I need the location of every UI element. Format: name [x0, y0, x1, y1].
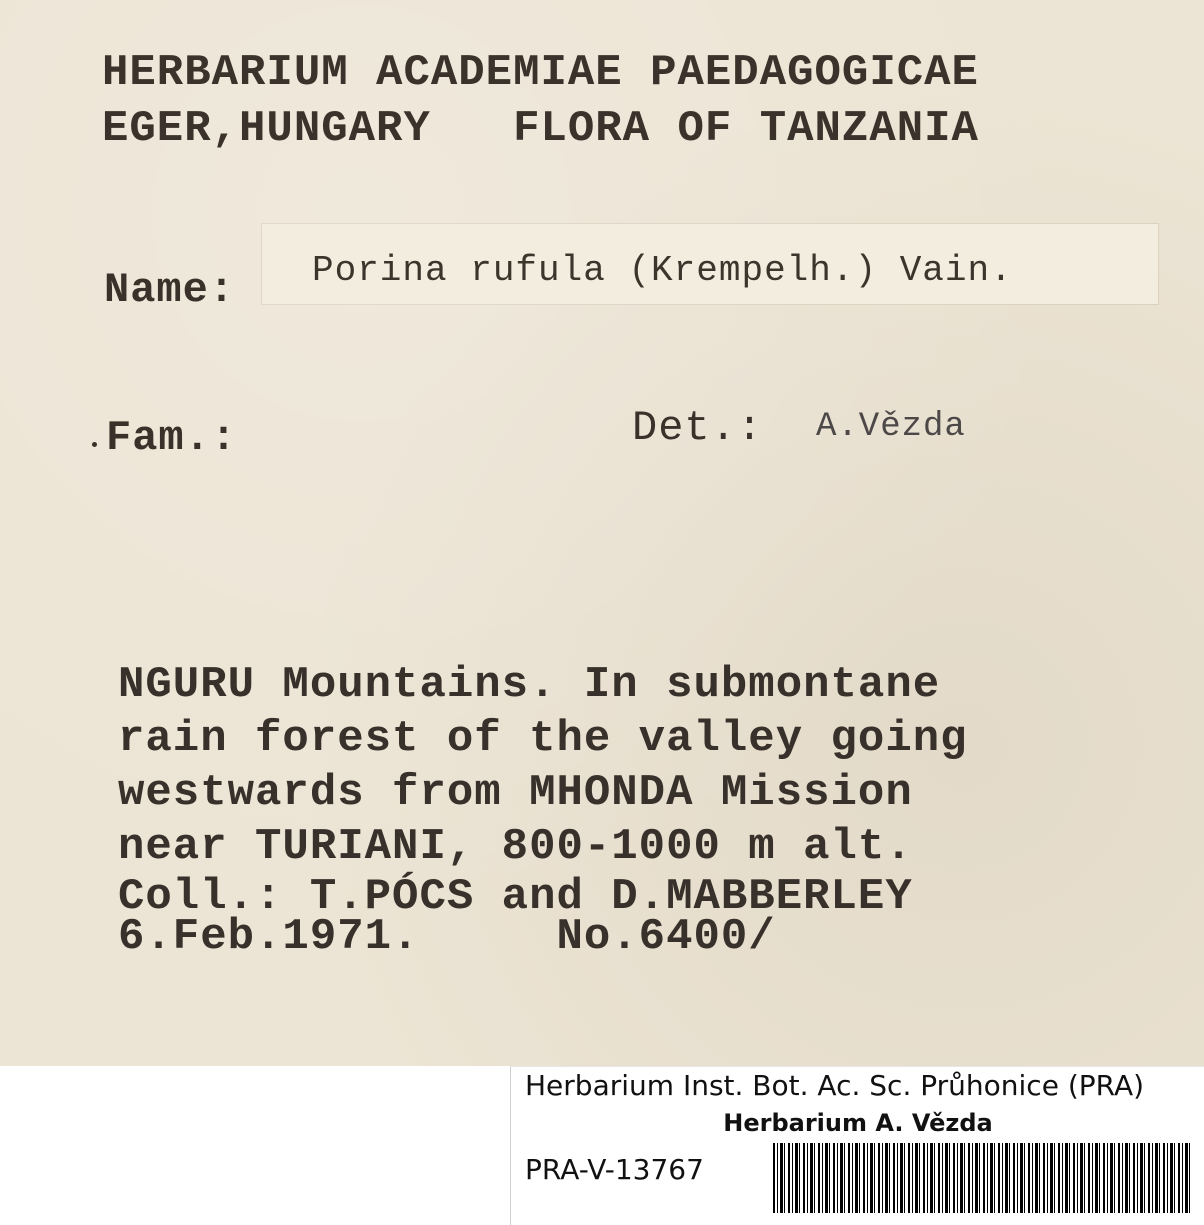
- herbarium-name: Herbarium A. Vězda: [723, 1109, 993, 1137]
- name-label: Name:: [104, 266, 236, 314]
- date-number-line: 6.Feb.1971. No.6400/: [118, 912, 776, 962]
- locality-line-4: near TURIANI, 800-1000 m alt.: [118, 822, 913, 872]
- locality-line-3: westwards from MHONDA Mission: [118, 768, 913, 818]
- name-value: Porina rufula (Krempelh.) Vain.: [312, 250, 1013, 291]
- locality-line-2: rain forest of the valley going: [118, 714, 968, 764]
- determiner-label: Det.:: [632, 404, 764, 452]
- header-line-2: EGER,HUNGARY FLORA OF TANZANIA: [102, 104, 979, 154]
- repository-label: [510, 1066, 1204, 1225]
- locality-line-1: NGURU Mountains. In submontane: [118, 660, 941, 710]
- catalog-number: PRA-V-13767: [525, 1153, 704, 1186]
- institution-name: Herbarium Inst. Bot. Ac. Sc. Průhonice (PRA): [525, 1069, 1145, 1102]
- barcode: [773, 1143, 1193, 1213]
- header-line-1: HERBARIUM ACADEMIAE PAEDAGOGICAE: [102, 48, 979, 98]
- ink-dot: [92, 442, 97, 447]
- determiner-value: A.Vězda: [816, 408, 966, 446]
- collector-line: Coll.: T.PÓCS and D.MABBERLEY: [118, 872, 913, 922]
- family-label: Fam.:: [106, 414, 238, 462]
